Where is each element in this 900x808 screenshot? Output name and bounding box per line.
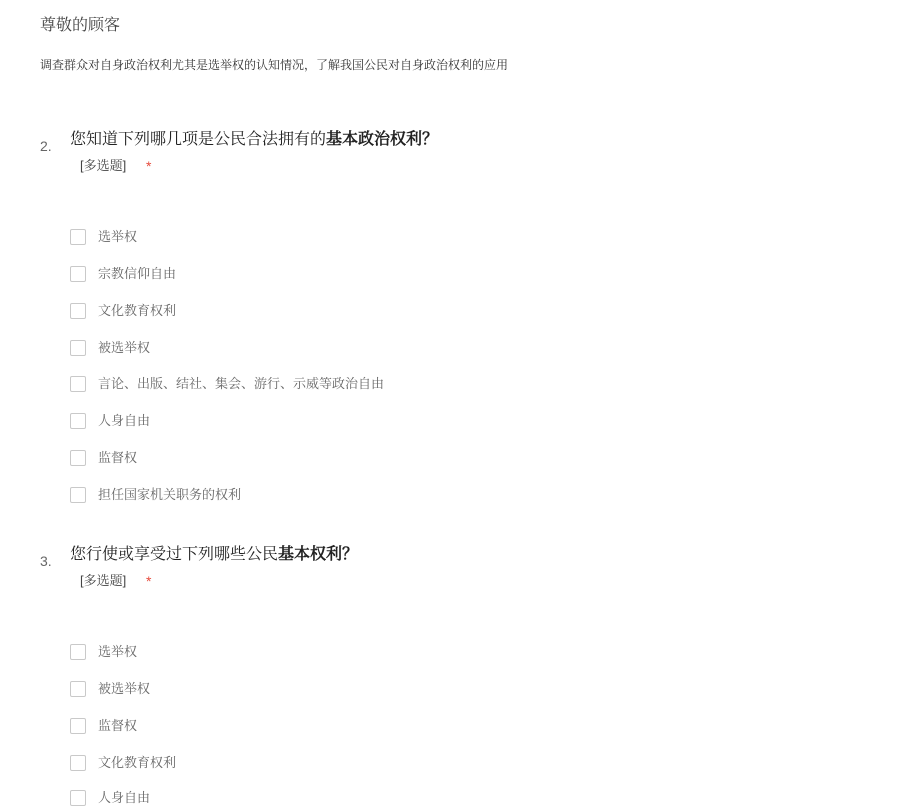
option-q3-1[interactable] [70, 642, 670, 662]
option-q3-5[interactable] [70, 788, 670, 808]
option-q2-3[interactable] [70, 301, 670, 321]
option-label: 宗教信仰自由 [98, 266, 177, 281]
checkbox[interactable] [70, 790, 86, 806]
option-q2-6[interactable] [70, 411, 670, 431]
option-q2-4[interactable] [70, 338, 670, 358]
question-text-plain: 您行使或享受过下列哪些公民 [70, 546, 279, 563]
checkbox[interactable] [70, 229, 86, 245]
option-q2-1[interactable] [70, 227, 670, 247]
option-q2-7[interactable] [70, 448, 670, 468]
survey-title: 尊敬的顾客 [40, 17, 121, 34]
option-label: 选举权 [98, 644, 138, 659]
option-label: 言论、出版、结社、集会、游行、示威等政治自由 [98, 376, 385, 391]
option-label: 监督权 [98, 718, 138, 733]
checkbox[interactable] [70, 644, 86, 660]
required-mark: * [146, 573, 152, 589]
question-text-plain: 您知道下列哪几项是公民合法拥有的 [70, 131, 327, 148]
checkbox[interactable] [70, 266, 86, 282]
question-number: 3. [40, 553, 52, 569]
checkbox[interactable] [70, 681, 86, 697]
checkbox[interactable] [70, 718, 86, 734]
checkbox[interactable] [70, 450, 86, 466]
option-q3-4[interactable] [70, 753, 670, 773]
option-label: 担任国家机关职务的权利 [98, 487, 242, 502]
option-q3-3[interactable] [70, 716, 670, 736]
checkbox[interactable] [70, 487, 86, 503]
option-label: 人身自由 [98, 790, 151, 805]
survey-description: 调查群众对自身政治权利尤其是选举权的认知情况，了解我国公民对自身政治权利的应用 [40, 58, 509, 72]
checkbox[interactable] [70, 340, 86, 356]
question-number: 2. [40, 138, 52, 154]
question-type-label: [多选题] [80, 573, 127, 588]
option-q2-2[interactable] [70, 264, 670, 284]
checkbox[interactable] [70, 376, 86, 392]
question-text-bold: 基本政治权利？ [326, 129, 439, 148]
option-label: 被选举权 [98, 681, 151, 696]
checkbox[interactable] [70, 303, 86, 319]
checkbox[interactable] [70, 413, 86, 429]
option-label: 人身自由 [98, 413, 151, 428]
question-type-label: [多选题] [80, 158, 127, 173]
option-q2-5[interactable] [70, 374, 670, 394]
option-label: 文化教育权利 [98, 755, 177, 770]
checkbox[interactable] [70, 755, 86, 771]
question-text [70, 129, 438, 150]
question-text-bold: 基本权利？ [278, 544, 359, 563]
option-label: 文化教育权利 [98, 303, 177, 318]
option-label: 监督权 [98, 450, 138, 465]
required-mark: * [146, 158, 152, 174]
option-label: 选举权 [98, 229, 138, 244]
option-q3-2[interactable] [70, 679, 670, 699]
option-q2-8[interactable] [70, 485, 670, 505]
option-label: 被选举权 [98, 340, 151, 355]
question-text [70, 544, 358, 565]
